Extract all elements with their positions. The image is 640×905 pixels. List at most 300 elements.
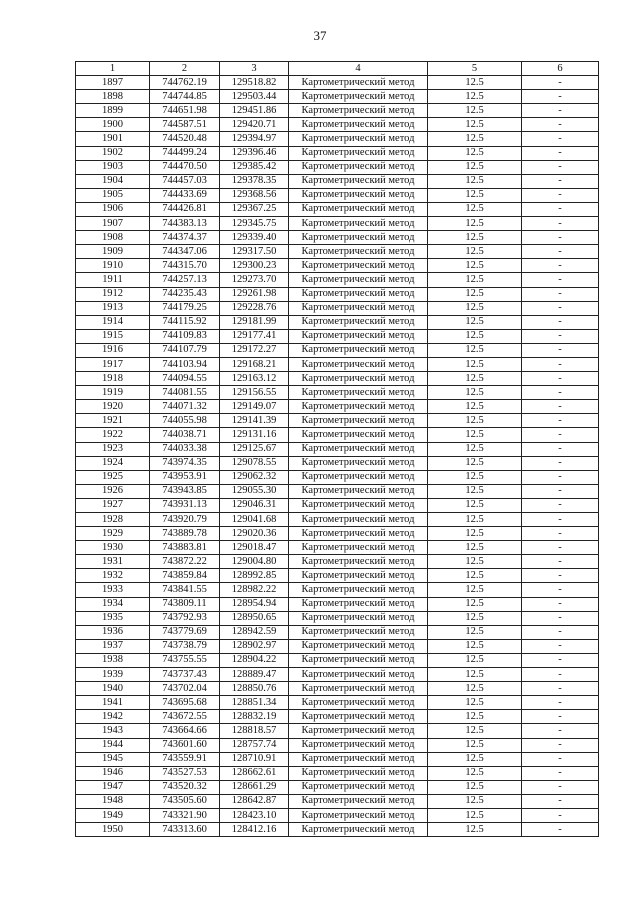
note-cell: - [522, 625, 599, 639]
method-cell: Картометрический метод [289, 132, 428, 146]
accuracy-cell: 12.5 [428, 202, 522, 216]
point-number-cell: 1928 [76, 513, 150, 527]
point-number-cell: 1905 [76, 188, 150, 202]
table-row [76, 386, 599, 400]
x-coordinate-cell: 744033.38 [150, 442, 220, 456]
point-number-cell: 1932 [76, 569, 150, 583]
point-number-cell: 1922 [76, 428, 150, 442]
table-row [76, 611, 599, 625]
note-cell: - [522, 823, 599, 837]
table-row [76, 372, 599, 386]
note-cell: - [522, 329, 599, 343]
x-coordinate-cell: 744179.25 [150, 301, 220, 315]
y-coordinate-cell: 128832.19 [220, 710, 289, 724]
x-coordinate-cell: 743889.78 [150, 527, 220, 541]
accuracy-cell: 12.5 [428, 696, 522, 710]
method-cell: Картометрический метод [289, 808, 428, 822]
accuracy-cell: 12.5 [428, 668, 522, 682]
accuracy-cell: 12.5 [428, 386, 522, 400]
point-number-cell: 1939 [76, 668, 150, 682]
accuracy-cell: 12.5 [428, 710, 522, 724]
accuracy-cell: 12.5 [428, 132, 522, 146]
table-row [76, 682, 599, 696]
table-row [76, 794, 599, 808]
y-coordinate-cell: 129163.12 [220, 372, 289, 386]
note-cell: - [522, 653, 599, 667]
point-number-cell: 1925 [76, 470, 150, 484]
x-coordinate-cell: 743321.90 [150, 808, 220, 822]
table-row [76, 400, 599, 414]
table-row [76, 245, 599, 259]
y-coordinate-cell: 129261.98 [220, 287, 289, 301]
y-coordinate-cell: 129317.50 [220, 245, 289, 259]
method-cell: Картометрический метод [289, 301, 428, 315]
table-row [76, 527, 599, 541]
accuracy-cell: 12.5 [428, 794, 522, 808]
point-number-cell: 1907 [76, 217, 150, 231]
accuracy-cell: 12.5 [428, 301, 522, 315]
method-cell: Картометрический метод [289, 794, 428, 808]
x-coordinate-cell: 744107.79 [150, 343, 220, 357]
method-cell: Картометрический метод [289, 400, 428, 414]
note-cell: - [522, 259, 599, 273]
point-number-cell: 1921 [76, 414, 150, 428]
table-row [76, 428, 599, 442]
x-coordinate-cell: 743313.60 [150, 823, 220, 837]
point-number-cell: 1911 [76, 273, 150, 287]
y-coordinate-cell: 129055.30 [220, 484, 289, 498]
point-number-cell: 1918 [76, 372, 150, 386]
x-coordinate-cell: 744055.98 [150, 414, 220, 428]
table-row [76, 174, 599, 188]
accuracy-cell: 12.5 [428, 231, 522, 245]
x-coordinate-cell: 744081.55 [150, 386, 220, 400]
table-row [76, 132, 599, 146]
method-cell: Картометрический метод [289, 541, 428, 555]
y-coordinate-cell: 128661.29 [220, 780, 289, 794]
note-cell: - [522, 188, 599, 202]
method-cell: Картометрический метод [289, 202, 428, 216]
y-coordinate-cell: 128992.85 [220, 569, 289, 583]
note-cell: - [522, 513, 599, 527]
note-cell: - [522, 710, 599, 724]
table-row [76, 343, 599, 357]
y-coordinate-cell: 128642.87 [220, 794, 289, 808]
point-number-cell: 1944 [76, 738, 150, 752]
point-number-cell: 1913 [76, 301, 150, 315]
method-cell: Картометрический метод [289, 442, 428, 456]
note-cell: - [522, 245, 599, 259]
point-number-cell: 1914 [76, 315, 150, 329]
y-coordinate-cell: 129131.16 [220, 428, 289, 442]
method-cell: Картометрический метод [289, 527, 428, 541]
table-row [76, 653, 599, 667]
x-coordinate-cell: 743505.60 [150, 794, 220, 808]
y-coordinate-cell: 128818.57 [220, 724, 289, 738]
page-number: 37 [313, 28, 327, 43]
table-row [76, 259, 599, 273]
method-cell: Картометрический метод [289, 470, 428, 484]
method-cell: Картометрический метод [289, 90, 428, 104]
method-cell: Картометрический метод [289, 160, 428, 174]
method-cell: Картометрический метод [289, 597, 428, 611]
point-number-cell: 1902 [76, 146, 150, 160]
x-coordinate-cell: 743664.66 [150, 724, 220, 738]
accuracy-cell: 12.5 [428, 372, 522, 386]
method-cell: Картометрический метод [289, 287, 428, 301]
accuracy-cell: 12.5 [428, 343, 522, 357]
x-coordinate-cell: 743520.32 [150, 780, 220, 794]
note-cell: - [522, 386, 599, 400]
note-cell: - [522, 90, 599, 104]
table-row [76, 513, 599, 527]
column-header-6: 6 [522, 62, 599, 76]
x-coordinate-cell: 744520.48 [150, 132, 220, 146]
method-cell: Картометрический метод [289, 231, 428, 245]
y-coordinate-cell: 129149.07 [220, 400, 289, 414]
y-coordinate-cell: 129394.97 [220, 132, 289, 146]
y-coordinate-cell: 129181.99 [220, 315, 289, 329]
accuracy-cell: 12.5 [428, 484, 522, 498]
x-coordinate-cell: 744383.13 [150, 217, 220, 231]
accuracy-cell: 12.5 [428, 188, 522, 202]
table-row [76, 301, 599, 315]
table-row [76, 456, 599, 470]
y-coordinate-cell: 128710.91 [220, 752, 289, 766]
point-number-cell: 1945 [76, 752, 150, 766]
table-row [76, 231, 599, 245]
point-number-cell: 1950 [76, 823, 150, 837]
x-coordinate-cell: 743920.79 [150, 513, 220, 527]
x-coordinate-cell: 743809.11 [150, 597, 220, 611]
accuracy-cell: 12.5 [428, 400, 522, 414]
x-coordinate-cell: 743779.69 [150, 625, 220, 639]
y-coordinate-cell: 129177.41 [220, 329, 289, 343]
y-coordinate-cell: 128662.61 [220, 766, 289, 780]
x-coordinate-cell: 744109.83 [150, 329, 220, 343]
note-cell: - [522, 400, 599, 414]
x-coordinate-cell: 744374.37 [150, 231, 220, 245]
coordinates-table [75, 61, 599, 837]
point-number-cell: 1936 [76, 625, 150, 639]
table-row [76, 160, 599, 174]
method-cell: Картометрический метод [289, 343, 428, 357]
table-row [76, 217, 599, 231]
accuracy-cell: 12.5 [428, 428, 522, 442]
accuracy-cell: 12.5 [428, 315, 522, 329]
x-coordinate-cell: 744235.43 [150, 287, 220, 301]
y-coordinate-cell: 129046.31 [220, 498, 289, 512]
x-coordinate-cell: 743943.85 [150, 484, 220, 498]
y-coordinate-cell: 129378.35 [220, 174, 289, 188]
method-cell: Картометрический метод [289, 583, 428, 597]
table-row [76, 442, 599, 456]
accuracy-cell: 12.5 [428, 682, 522, 696]
y-coordinate-cell: 128412.16 [220, 823, 289, 837]
accuracy-cell: 12.5 [428, 724, 522, 738]
note-cell: - [522, 780, 599, 794]
y-coordinate-cell: 129125.67 [220, 442, 289, 456]
table-row [76, 202, 599, 216]
x-coordinate-cell: 743953.91 [150, 470, 220, 484]
method-cell: Картометрический метод [289, 414, 428, 428]
table-row [76, 597, 599, 611]
x-coordinate-cell: 743559.91 [150, 752, 220, 766]
accuracy-cell: 12.5 [428, 174, 522, 188]
accuracy-cell: 12.5 [428, 639, 522, 653]
y-coordinate-cell: 129420.71 [220, 118, 289, 132]
x-coordinate-cell: 743601.60 [150, 738, 220, 752]
point-number-cell: 1919 [76, 386, 150, 400]
x-coordinate-cell: 744103.94 [150, 357, 220, 371]
accuracy-cell: 12.5 [428, 738, 522, 752]
point-number-cell: 1933 [76, 583, 150, 597]
table-row [76, 738, 599, 752]
note-cell: - [522, 146, 599, 160]
note-cell: - [522, 217, 599, 231]
point-number-cell: 1904 [76, 174, 150, 188]
y-coordinate-cell: 129041.68 [220, 513, 289, 527]
accuracy-cell: 12.5 [428, 456, 522, 470]
accuracy-cell: 12.5 [428, 118, 522, 132]
note-cell: - [522, 315, 599, 329]
note-cell: - [522, 231, 599, 245]
y-coordinate-cell: 129020.36 [220, 527, 289, 541]
note-cell: - [522, 132, 599, 146]
column-header-3: 3 [220, 62, 289, 76]
table-row [76, 625, 599, 639]
accuracy-cell: 12.5 [428, 583, 522, 597]
method-cell: Картометрический метод [289, 104, 428, 118]
table-row [76, 823, 599, 837]
method-cell: Картометрический метод [289, 76, 428, 90]
point-number-cell: 1898 [76, 90, 150, 104]
note-cell: - [522, 357, 599, 371]
note-cell: - [522, 76, 599, 90]
point-number-cell: 1937 [76, 639, 150, 653]
table-row [76, 484, 599, 498]
point-number-cell: 1949 [76, 808, 150, 822]
method-cell: Картометрический метод [289, 329, 428, 343]
method-cell: Картометрический метод [289, 259, 428, 273]
y-coordinate-cell: 129273.70 [220, 273, 289, 287]
x-coordinate-cell: 744744.85 [150, 90, 220, 104]
accuracy-cell: 12.5 [428, 442, 522, 456]
note-cell: - [522, 541, 599, 555]
point-number-cell: 1948 [76, 794, 150, 808]
method-cell: Картометрический метод [289, 498, 428, 512]
y-coordinate-cell: 128950.65 [220, 611, 289, 625]
x-coordinate-cell: 743883.81 [150, 541, 220, 555]
method-cell: Картометрический метод [289, 724, 428, 738]
y-coordinate-cell: 129004.80 [220, 555, 289, 569]
table-row [76, 668, 599, 682]
method-cell: Картометрический метод [289, 118, 428, 132]
accuracy-cell: 12.5 [428, 160, 522, 174]
accuracy-cell: 12.5 [428, 611, 522, 625]
x-coordinate-cell: 744257.13 [150, 273, 220, 287]
table-header [76, 62, 599, 76]
method-cell: Картометрический метод [289, 188, 428, 202]
point-number-cell: 1909 [76, 245, 150, 259]
accuracy-cell: 12.5 [428, 273, 522, 287]
point-number-cell: 1946 [76, 766, 150, 780]
note-cell: - [522, 301, 599, 315]
x-coordinate-cell: 744651.98 [150, 104, 220, 118]
accuracy-cell: 12.5 [428, 217, 522, 231]
table-row [76, 315, 599, 329]
table-row [76, 287, 599, 301]
note-cell: - [522, 696, 599, 710]
table-row [76, 766, 599, 780]
y-coordinate-cell: 129228.76 [220, 301, 289, 315]
method-cell: Картометрический метод [289, 146, 428, 160]
point-number-cell: 1923 [76, 442, 150, 456]
point-number-cell: 1903 [76, 160, 150, 174]
table-row [76, 498, 599, 512]
table-row [76, 639, 599, 653]
note-cell: - [522, 174, 599, 188]
accuracy-cell: 12.5 [428, 470, 522, 484]
accuracy-cell: 12.5 [428, 357, 522, 371]
y-coordinate-cell: 129172.27 [220, 343, 289, 357]
accuracy-cell: 12.5 [428, 541, 522, 555]
method-cell: Картометрический метод [289, 710, 428, 724]
x-coordinate-cell: 744038.71 [150, 428, 220, 442]
point-number-cell: 1930 [76, 541, 150, 555]
accuracy-cell: 12.5 [428, 329, 522, 343]
note-cell: - [522, 372, 599, 386]
table-row [76, 541, 599, 555]
accuracy-cell: 12.5 [428, 245, 522, 259]
table-row [76, 76, 599, 90]
x-coordinate-cell: 744499.24 [150, 146, 220, 160]
point-number-cell: 1934 [76, 597, 150, 611]
y-coordinate-cell: 129367.25 [220, 202, 289, 216]
note-cell: - [522, 668, 599, 682]
note-cell: - [522, 597, 599, 611]
x-coordinate-cell: 744470.50 [150, 160, 220, 174]
table-body [76, 76, 599, 837]
point-number-cell: 1920 [76, 400, 150, 414]
x-coordinate-cell: 743737.43 [150, 668, 220, 682]
accuracy-cell: 12.5 [428, 287, 522, 301]
note-cell: - [522, 484, 599, 498]
table-row [76, 90, 599, 104]
point-number-cell: 1901 [76, 132, 150, 146]
accuracy-cell: 12.5 [428, 653, 522, 667]
point-number-cell: 1915 [76, 329, 150, 343]
note-cell: - [522, 611, 599, 625]
y-coordinate-cell: 128942.59 [220, 625, 289, 639]
x-coordinate-cell: 743931.13 [150, 498, 220, 512]
y-coordinate-cell: 129300.23 [220, 259, 289, 273]
column-header-2: 2 [150, 62, 220, 76]
note-cell: - [522, 118, 599, 132]
x-coordinate-cell: 743695.68 [150, 696, 220, 710]
method-cell: Картометрический метод [289, 357, 428, 371]
y-coordinate-cell: 129368.56 [220, 188, 289, 202]
method-cell: Картометрический метод [289, 456, 428, 470]
point-number-cell: 1947 [76, 780, 150, 794]
note-cell: - [522, 470, 599, 484]
table-row [76, 752, 599, 766]
y-coordinate-cell: 128851.34 [220, 696, 289, 710]
note-cell: - [522, 343, 599, 357]
point-number-cell: 1924 [76, 456, 150, 470]
method-cell: Картометрический метод [289, 386, 428, 400]
accuracy-cell: 12.5 [428, 259, 522, 273]
y-coordinate-cell: 129451.86 [220, 104, 289, 118]
column-header-4: 4 [289, 62, 428, 76]
y-coordinate-cell: 129168.21 [220, 357, 289, 371]
method-cell: Картометрический метод [289, 273, 428, 287]
method-cell: Картометрический метод [289, 555, 428, 569]
method-cell: Картометрический метод [289, 372, 428, 386]
y-coordinate-cell: 129345.75 [220, 217, 289, 231]
x-coordinate-cell: 743527.53 [150, 766, 220, 780]
y-coordinate-cell: 128423.10 [220, 808, 289, 822]
x-coordinate-cell: 744457.03 [150, 174, 220, 188]
y-coordinate-cell: 129385.42 [220, 160, 289, 174]
point-number-cell: 1908 [76, 231, 150, 245]
point-number-cell: 1943 [76, 724, 150, 738]
column-header-1: 1 [76, 62, 150, 76]
method-cell: Картометрический метод [289, 625, 428, 639]
note-cell: - [522, 555, 599, 569]
x-coordinate-cell: 744094.55 [150, 372, 220, 386]
table-row [76, 357, 599, 371]
note-cell: - [522, 794, 599, 808]
point-number-cell: 1942 [76, 710, 150, 724]
y-coordinate-cell: 129156.55 [220, 386, 289, 400]
x-coordinate-cell: 743738.79 [150, 639, 220, 653]
note-cell: - [522, 639, 599, 653]
y-coordinate-cell: 129503.44 [220, 90, 289, 104]
method-cell: Картометрический метод [289, 428, 428, 442]
method-cell: Картометрический метод [289, 653, 428, 667]
table-row [76, 808, 599, 822]
note-cell: - [522, 104, 599, 118]
note-cell: - [522, 808, 599, 822]
method-cell: Картометрический метод [289, 668, 428, 682]
accuracy-cell: 12.5 [428, 104, 522, 118]
x-coordinate-cell: 744071.32 [150, 400, 220, 414]
note-cell: - [522, 724, 599, 738]
x-coordinate-cell: 743702.04 [150, 682, 220, 696]
note-cell: - [522, 456, 599, 470]
point-number-cell: 1926 [76, 484, 150, 498]
point-number-cell: 1912 [76, 287, 150, 301]
method-cell: Картометрический метод [289, 484, 428, 498]
x-coordinate-cell: 744587.51 [150, 118, 220, 132]
point-number-cell: 1927 [76, 498, 150, 512]
y-coordinate-cell: 129339.40 [220, 231, 289, 245]
point-number-cell: 1941 [76, 696, 150, 710]
note-cell: - [522, 202, 599, 216]
table-row [76, 273, 599, 287]
accuracy-cell: 12.5 [428, 414, 522, 428]
accuracy-cell: 12.5 [428, 527, 522, 541]
table-row [76, 696, 599, 710]
y-coordinate-cell: 129396.46 [220, 146, 289, 160]
y-coordinate-cell: 128902.97 [220, 639, 289, 653]
y-coordinate-cell: 129078.55 [220, 456, 289, 470]
x-coordinate-cell: 743672.55 [150, 710, 220, 724]
accuracy-cell: 12.5 [428, 766, 522, 780]
y-coordinate-cell: 129518.82 [220, 76, 289, 90]
method-cell: Картометрический метод [289, 682, 428, 696]
